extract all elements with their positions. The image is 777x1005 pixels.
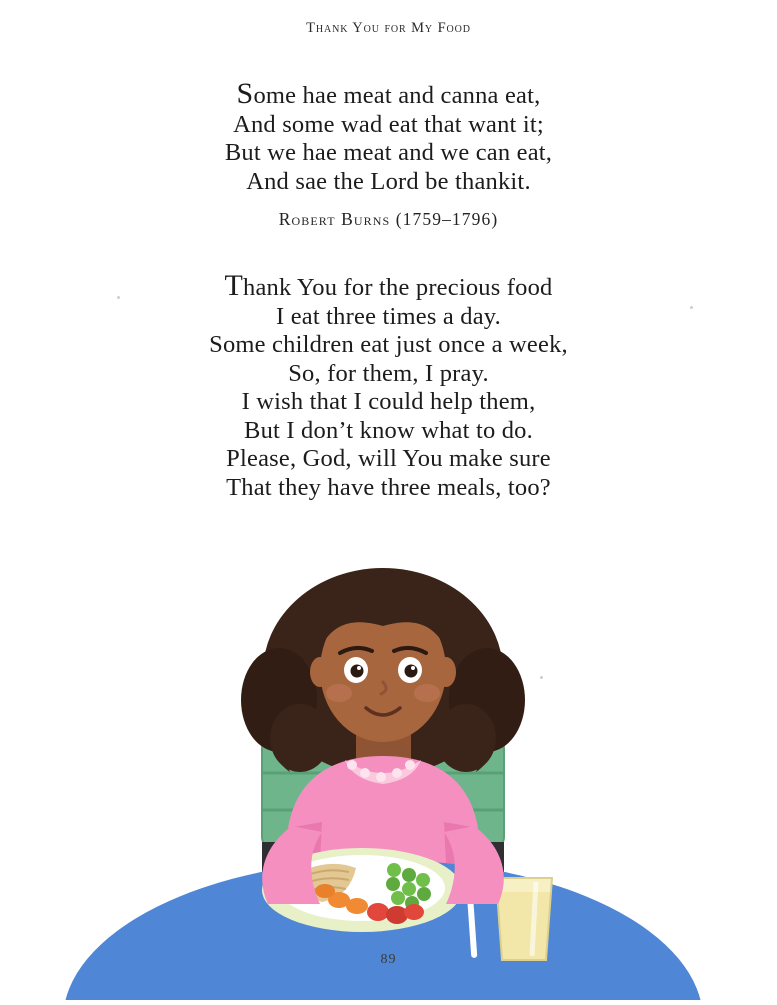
speck-decor [117,296,120,299]
poem-attribution: Robert Burns (1759–1796) [278,209,499,229]
poem-line: That they have three meals, too? [226,473,551,501]
poem-line: Please, God, will You make sure [226,445,551,472]
illustration-girl-at-table [0,560,777,1000]
poem-line: Some children eat just once a week, [209,331,568,358]
poem-line: But I don’t know what to do. [244,416,533,444]
running-head: Thank You for My Food [306,20,471,36]
speck-decor [690,306,693,309]
dropcap: T [224,269,244,302]
glass-of-milk [496,878,552,960]
poem-line [0,77,777,111]
poem-burns [0,77,777,230]
poem-line-rest: hank You for the precious food [243,274,553,301]
poem-thank-you [0,269,777,502]
poem-line: I wish that I could help them, [241,388,536,415]
illustration-svg [0,560,777,1000]
poem-line: I eat three times a day. [276,302,501,330]
poem-line: But we hae meat and we can eat, [224,139,553,166]
page-number: 89 [380,952,397,967]
poem-line: So, for them, I pray. [288,359,489,387]
poem-line: And some wad eat that want it; [233,110,544,138]
poem-line: And sae the Lord be thankit. [246,167,531,195]
dropcap: S [236,77,254,110]
poem-line-rest: ome hae meat and canna eat, [253,82,541,109]
